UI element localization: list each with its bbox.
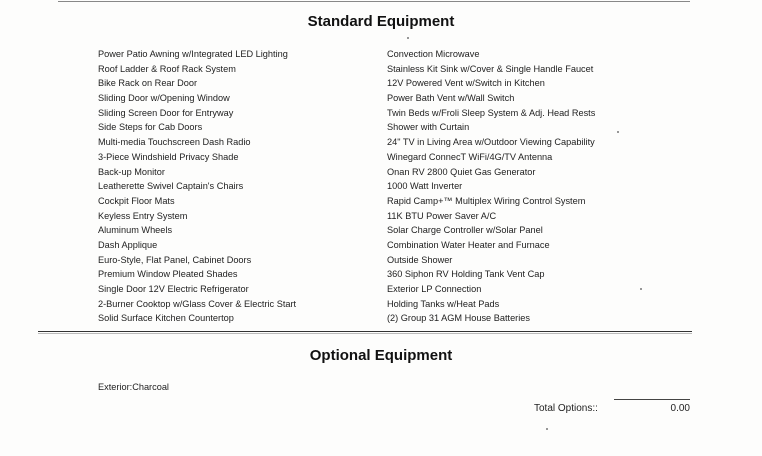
list-item: Exterior LP Connection bbox=[387, 284, 482, 294]
list-item: Solar Charge Controller w/Solar Panel bbox=[387, 225, 543, 236]
list-item: Roof Ladder & Roof Rack System bbox=[98, 63, 236, 74]
list-item: Side Steps for Cab Doors bbox=[98, 122, 203, 133]
scan-speck bbox=[546, 428, 548, 430]
list-item: Aluminum Wheels bbox=[98, 225, 173, 236]
list-item: Power Patio Awning w/Integrated LED Lighting bbox=[98, 49, 288, 59]
list-item: 3-Piece Windshield Privacy Shade bbox=[98, 151, 239, 162]
list-item: Holding Tanks w/Heat Pads bbox=[387, 298, 500, 309]
list-item: 24" TV in Living Area w/Outdoor Viewing Capability bbox=[387, 137, 595, 148]
list-item: Bike Rack on Rear Door bbox=[98, 78, 198, 89]
list-item: Premium Window Pleated Shades bbox=[98, 269, 238, 280]
list-item: Multi-media Touchscreen Dash Radio bbox=[98, 137, 251, 148]
list-item: Winegard ConnecT WiFi/4G/TV Antenna bbox=[387, 151, 553, 162]
optional-item-exterior: Exterior:Charcoal bbox=[98, 382, 169, 392]
list-item: (2) Group 31 AGM House Batteries bbox=[387, 313, 530, 324]
list-item: Stainless Kit Sink w/Cover & Single Handle Faucet bbox=[387, 63, 594, 74]
list-item: Onan RV 2800 Quiet Gas Generator bbox=[387, 166, 536, 177]
optional-equipment-title: Optional Equipment bbox=[309, 347, 453, 364]
list-item: Twin Beds w/Froli Sleep System & Adj. Head Rests bbox=[387, 107, 596, 118]
list-item: Sliding Screen Door for Entryway bbox=[98, 107, 234, 118]
scan-speck bbox=[617, 131, 619, 133]
list-item: 360 Siphon RV Holding Tank Vent Cap bbox=[387, 269, 545, 280]
total-options-value: 0.00 bbox=[614, 399, 690, 414]
list-item: Outside Shower bbox=[387, 254, 453, 265]
scan-speck bbox=[640, 288, 642, 290]
scan-speck bbox=[407, 37, 409, 39]
list-item: Leatherette Swivel Captain's Chairs bbox=[98, 181, 244, 192]
list-item: Solid Surface Kitchen Countertop bbox=[98, 313, 234, 324]
list-item: Euro-Style, Flat Panel, Cabinet Doors bbox=[98, 254, 252, 265]
list-item: Sliding Door w/Opening Window bbox=[98, 93, 230, 104]
list-item: Dash Applique bbox=[98, 239, 158, 250]
standard-left-list bbox=[98, 47, 296, 326]
list-item: 1000 Watt Inverter bbox=[387, 181, 463, 192]
list-item: Rapid Camp+™ Multiplex Wiring Control System bbox=[387, 195, 586, 206]
list-item: Convection Microwave bbox=[387, 49, 480, 59]
list-item: Back-up Monitor bbox=[98, 166, 165, 177]
section-divider bbox=[38, 331, 692, 332]
list-item: 12V Powered Vent w/Switch in Kitchen bbox=[387, 78, 545, 89]
list-item: 2-Burner Cooktop w/Glass Cover & Electric Start bbox=[98, 298, 297, 309]
list-item: Single Door 12V Electric Refrigerator bbox=[98, 284, 249, 294]
list-item: Power Bath Vent w/Wall Switch bbox=[387, 93, 515, 104]
standard-right-list bbox=[387, 47, 595, 326]
total-options-row bbox=[534, 403, 690, 414]
list-item: Shower with Curtain bbox=[387, 122, 470, 133]
list-item: Combination Water Heater and Furnace bbox=[387, 239, 550, 250]
list-item: Cockpit Floor Mats bbox=[98, 195, 175, 206]
list-item: 11K BTU Power Saver A/C bbox=[387, 210, 497, 221]
standard-equipment-title: Standard Equipment bbox=[307, 13, 455, 30]
top-rule bbox=[58, 1, 690, 2]
section-divider-shadow bbox=[38, 333, 692, 334]
list-item: Keyless Entry System bbox=[98, 210, 188, 221]
total-options-label: Total Options:: bbox=[534, 403, 598, 414]
